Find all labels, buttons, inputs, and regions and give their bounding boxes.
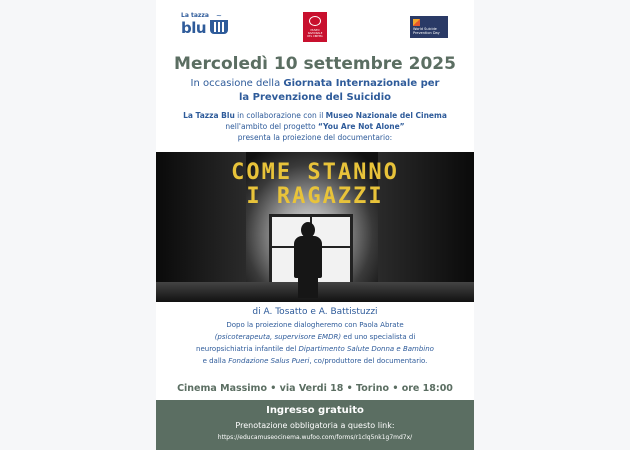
collab-mid: in collaborazione con il [234,111,326,120]
logo-small-text: La tazza [181,12,209,19]
department-name: Dipartimento Salute Donna e Bambino [298,345,434,353]
booking-note: Prenotazione obbligatoria a questo link: [235,421,395,430]
cup-icon [210,20,228,34]
museo-mark-icon [309,16,321,26]
collab-line-2 [156,122,474,131]
world-suicide-prevention-day-logo [410,16,448,38]
event-poster [156,0,474,450]
silhouette-legs [298,274,318,298]
silhouette-body [294,236,322,278]
steam-icon: ~ [216,12,222,20]
foundation-name: Fondazione Salus Pueri [228,357,310,365]
description-line-2 [156,333,474,341]
logo-big-text: blu [181,19,207,37]
intro-line-2: la Prevenzione del Suicidio [238,92,392,103]
intro-line-1 [156,78,474,89]
film-title-line-2: I RAGAZZI [246,184,384,209]
film-title-line-1: COME STANNO [231,160,399,185]
description-line-4 [156,357,474,365]
org-museo: Museo Nazionale del Cinema [325,111,447,120]
registration-footer [156,400,474,450]
intro-pre: In occasione della [190,78,284,89]
film-still [156,152,474,302]
speaker-role: (psicoterapeuta, supervisore EMDR) [214,333,342,341]
project-name: “You Are Not Alone” [317,122,405,131]
project-pre: nell'ambito del progetto [225,122,318,131]
wspd-logo-text: World Suicide Prevention Day [413,27,440,35]
description-line-3-pre: neuropsichiatria infantile del [196,345,299,353]
description-line-1: Dopo la proiezione dialogheremo con Paola Abrate [226,321,404,329]
collab-line-3: presenta la proiezione del documentario: [237,133,393,142]
description-line-4-rest: , co/produttore del documentario. [309,357,428,365]
booking-link[interactable]: https://educamuseocinema.wufoo.com/forms/r1clq5nk1g7md7x/ [217,434,413,441]
free-entry-title: Ingresso gratuito [266,405,364,416]
ribbon-icon [413,19,420,26]
description-line-3 [156,345,474,353]
museo-cinema-logo [303,12,327,42]
venue-info: Cinema Massimo • via Verdi 18 • Torino • ore 18:00 [177,383,453,394]
museo-logo-text: MUSEO NAZIONALE DEL CINEMA [307,29,323,38]
description-line-2-rest: ed uno specialista di [341,333,416,341]
description-line-4-pre: e dalla [202,357,229,365]
event-date: Mercoledì 10 settembre 2025 [174,54,456,74]
collab-line-1 [156,111,474,120]
la-tazza-blu-logo [177,10,231,40]
org-tazza-blu: La Tazza Blu [183,111,235,120]
film-authors: di A. Tosatto e A. Battistuzzi [252,307,378,317]
intro-bold-1: Giornata Internazionale per [283,78,440,89]
